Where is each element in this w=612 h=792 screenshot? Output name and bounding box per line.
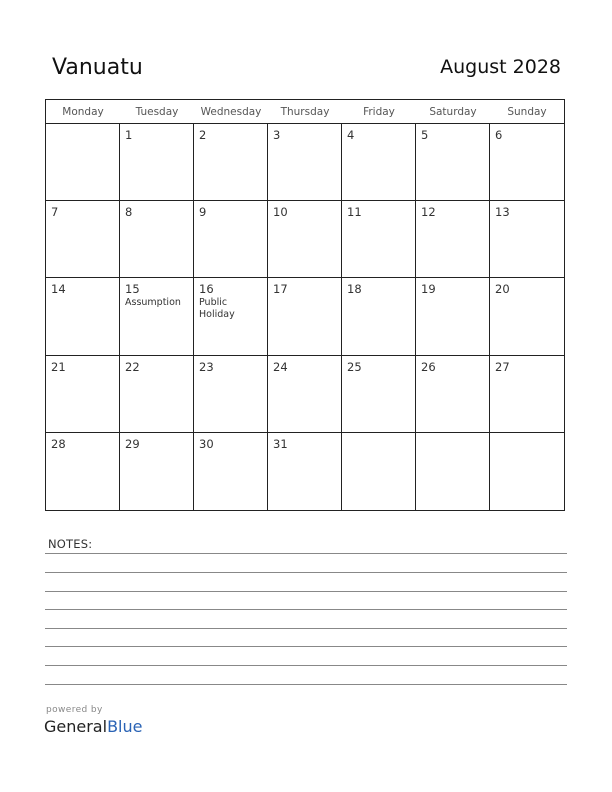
day-number: 5 [421, 128, 429, 142]
day-cell-25[interactable] [342, 356, 416, 433]
day-cell-2[interactable] [194, 124, 268, 201]
weekday-header-friday: Friday [342, 100, 416, 124]
day-cell-7[interactable] [46, 201, 120, 278]
holiday-label: Public Holiday [199, 297, 235, 321]
day-cell-11[interactable] [342, 201, 416, 278]
day-cell-30[interactable] [194, 433, 268, 510]
day-number: 15 [125, 282, 140, 297]
day-number: 23 [199, 359, 214, 374]
powered-by-text: powered by [46, 705, 103, 715]
day-cell-empty[interactable] [490, 433, 564, 510]
day-number: 7 [51, 205, 59, 220]
day-number: 27 [495, 359, 510, 374]
day-cell-8[interactable] [120, 201, 194, 278]
day-number: 14 [51, 282, 66, 297]
day-number: 19 [421, 282, 436, 297]
weekday-header-monday: Monday [46, 100, 120, 124]
day-number: 22 [125, 359, 140, 374]
day-cell-28[interactable] [46, 433, 120, 510]
day-number: 28 [51, 436, 66, 451]
calendar-month-title: August 2028 [440, 56, 561, 78]
day-cell-empty[interactable] [46, 124, 120, 201]
day-number: 20 [495, 282, 510, 297]
day-number: 11 [347, 205, 362, 220]
day-cell-6[interactable] [490, 124, 564, 201]
weekday-header-saturday: Saturday [416, 100, 490, 124]
notes-line [45, 684, 567, 685]
day-number: 1 [125, 128, 133, 142]
day-number: 30 [199, 436, 214, 451]
day-cell-3[interactable] [268, 124, 342, 201]
notes-line [45, 553, 567, 554]
weekday-header-sunday: Sunday [490, 100, 564, 124]
day-number: 12 [421, 205, 436, 220]
day-cell-17[interactable] [268, 278, 342, 355]
day-cell-21[interactable] [46, 356, 120, 433]
calendar-grid [45, 99, 565, 511]
day-cell-15[interactable] [120, 278, 194, 355]
day-number: 2 [199, 128, 207, 142]
day-cell-1[interactable] [120, 124, 194, 201]
day-cell-14[interactable] [46, 278, 120, 355]
day-cell-19[interactable] [416, 278, 490, 355]
day-cell-empty[interactable] [416, 433, 490, 510]
notes-line [45, 591, 567, 592]
day-cell-5[interactable] [416, 124, 490, 201]
day-cell-22[interactable] [120, 356, 194, 433]
day-cell-4[interactable] [342, 124, 416, 201]
brand-logo[interactable] [44, 717, 142, 736]
day-cell-20[interactable] [490, 278, 564, 355]
day-cell-16[interactable] [194, 278, 268, 355]
day-cell-31[interactable] [268, 433, 342, 510]
holiday-label: Assumption [125, 297, 181, 309]
day-number: 10 [273, 205, 288, 220]
day-number: 24 [273, 359, 288, 374]
day-number: 21 [51, 359, 66, 374]
day-number: 31 [273, 436, 288, 451]
day-cell-empty[interactable] [342, 433, 416, 510]
day-number: 25 [347, 359, 362, 374]
day-number: 13 [495, 205, 510, 220]
notes-line [45, 665, 567, 666]
day-number: 6 [495, 128, 503, 142]
day-number: 16 [199, 282, 214, 297]
day-cell-29[interactable] [120, 433, 194, 510]
day-number: 3 [273, 128, 281, 142]
notes-line [45, 609, 567, 610]
day-number: 8 [125, 205, 133, 220]
day-cell-24[interactable] [268, 356, 342, 433]
weekday-header-tuesday: Tuesday [120, 100, 194, 124]
day-cell-9[interactable] [194, 201, 268, 278]
day-cell-26[interactable] [416, 356, 490, 433]
day-cell-18[interactable] [342, 278, 416, 355]
day-number: 17 [273, 282, 288, 297]
notes-line [45, 646, 567, 647]
weekday-header-wednesday: Wednesday [194, 100, 268, 124]
day-cell-13[interactable] [490, 201, 564, 278]
day-cell-12[interactable] [416, 201, 490, 278]
day-number: 29 [125, 436, 140, 451]
notes-line [45, 628, 567, 629]
day-cell-23[interactable] [194, 356, 268, 433]
notes-line [45, 572, 567, 573]
day-number: 9 [199, 205, 207, 220]
calendar-country-title: Vanuatu [52, 55, 143, 80]
day-number: 26 [421, 359, 436, 374]
day-cell-10[interactable] [268, 201, 342, 278]
day-cell-27[interactable] [490, 356, 564, 433]
brand-logo-general: General [44, 717, 108, 736]
weekday-header-thursday: Thursday [268, 100, 342, 124]
brand-logo-blue: Blue [107, 717, 143, 736]
notes-label: NOTES: [48, 537, 93, 551]
day-number: 18 [347, 282, 362, 297]
day-number: 4 [347, 128, 355, 142]
